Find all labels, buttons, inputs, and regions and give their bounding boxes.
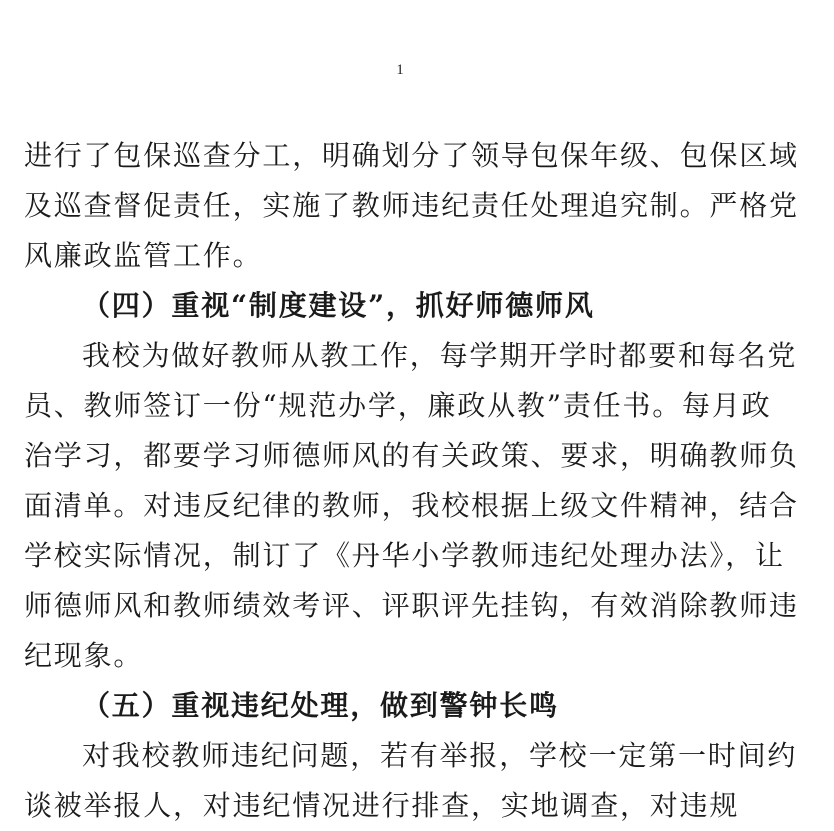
page-number: 1 [396, 62, 404, 78]
paragraph-line: 及巡查督促责任，实施了教师违纪责任处理追究制。严格党 [24, 189, 799, 222]
paragraph-line: 我校为做好教师从教工作，每学期开学时都要和每名党 [82, 339, 798, 372]
section-heading: （四）重视“制度建设”，抓好师德师风 [82, 289, 595, 322]
paragraph-line: 纪现象。 [24, 639, 144, 672]
paragraph-line: 面清单。对违反纪律的教师，我校根据上级文件精神，结合 [24, 489, 799, 522]
paragraph-line: 对我校教师违纪问题，若有举报，学校一定第一时间约 [82, 739, 798, 772]
paragraph-line: 师德师风和教师绩效考评、评职评先挂钩，有效消除教师违 [24, 589, 799, 622]
paragraph-line: 风廉政监管工作。 [24, 239, 263, 272]
paragraph-line: 谈被举报人，对违纪情况进行排查，实地调查，对违规 [24, 789, 740, 822]
paragraph-line: 学校实际情况，制订了《丹华小学教师违纪处理办法》，让 [24, 539, 785, 572]
paragraph-line: 员、教师签订一份“规范办学，廉政从教”责任书。每月政 [24, 389, 772, 422]
paragraph-line: 进行了包保巡查分工，明确划分了领导包保年级、包保区域 [24, 139, 799, 172]
section-heading: （五）重视违纪处理，做到警钟长鸣 [82, 689, 559, 722]
paragraph-line: 治学习，都要学习师德师风的有关政策、要求，明确教师负 [24, 439, 799, 472]
